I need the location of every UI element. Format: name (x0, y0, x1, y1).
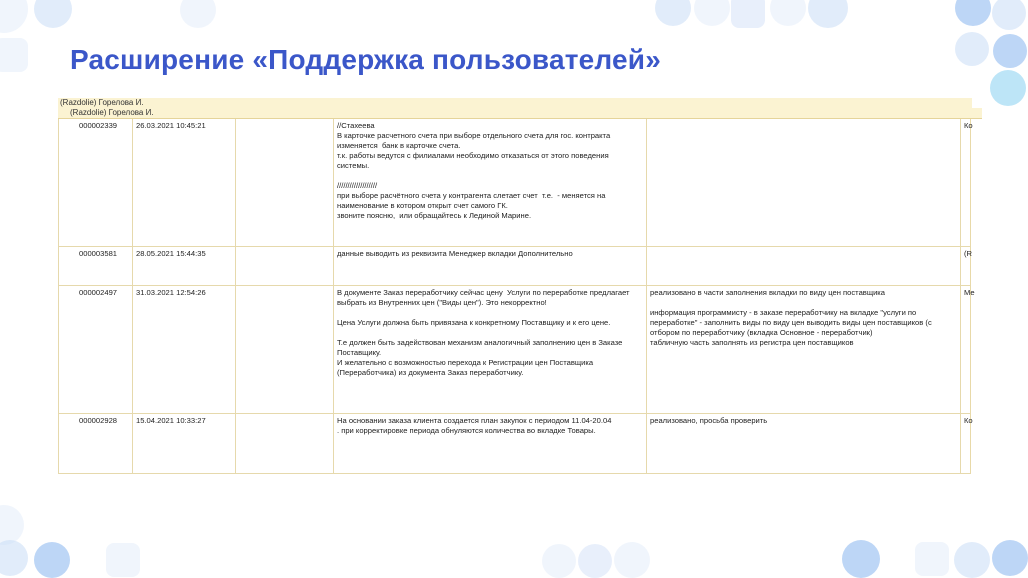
truncated-cell: (R (961, 246, 971, 285)
request-response (647, 246, 961, 285)
decor-circle (0, 540, 28, 576)
decor-circle (614, 542, 650, 578)
decor-circle (34, 542, 70, 578)
request-response: реализовано в части заполнения вкладки по виду цен поставщика информация программисту - в заказе переработчику на вкладке "услуги по переработке" - заполнить виды по виду цен выводить виды цен поставщиков (с отбором по переработчику (вкладка Основное - переработчик) табличную часть заполнять из регистра цен поставщиков (647, 285, 961, 413)
decor-circle (992, 0, 1026, 30)
request-number: 000002928 (59, 413, 133, 473)
decor-circle (655, 0, 691, 26)
decor-circle (542, 544, 576, 578)
request-date: 28.05.2021 15:44:35 (133, 246, 236, 285)
decor-circle (34, 0, 72, 28)
table-row[interactable] (59, 413, 971, 473)
truncated-cell: Ме (961, 285, 971, 413)
decor-circle (990, 70, 1026, 106)
request-number: 000002339 (59, 119, 133, 246)
group-header-level-2[interactable]: (Razdolie) Горелова И. (58, 108, 982, 119)
decor-circle (955, 0, 991, 26)
decor-circle (0, 505, 24, 545)
table-row[interactable] (59, 246, 971, 285)
truncated-cell: Ко (961, 119, 971, 246)
decor-circle (842, 540, 880, 578)
empty-cell (236, 285, 334, 413)
group-header-level-1[interactable]: (Razdolie) Горелова И. (58, 98, 972, 109)
decor-circle (954, 542, 990, 578)
decor-square (915, 542, 949, 576)
decor-square (0, 38, 28, 72)
request-description: В документе Заказ переработчику сейчас цену Услуги по переработке предлагает выбрать из Внутренних цен ("Виды цен"). Это некорректно! Цена Услуги должна быть привязана к конкретному Поставщику и к его цене. Т.е должен быть задействован механизм аналогичный заполнению цен в Заказе Поставщику. И желательно с возможностью перехода к Регистрации цен Поставщика (Переработчика) из документа Заказ переработчику. (334, 285, 647, 413)
table-row[interactable] (59, 285, 971, 413)
slide-title: Расширение «Поддержка пользователей» (70, 44, 661, 75)
request-description: На основании заказа клиента создается план закупок с периодом 11.04-20.04 . при корректировке периода обнуляются количества во вкладке Товары. (334, 413, 647, 473)
truncated-cell: Ко (961, 413, 971, 473)
request-number: 000003581 (59, 246, 133, 285)
decor-circle (955, 32, 989, 66)
decor-circle (808, 0, 848, 28)
decor-circle (992, 540, 1028, 576)
decor-circle (770, 0, 806, 26)
empty-cell (236, 413, 334, 473)
request-response (647, 119, 961, 246)
request-date: 31.03.2021 12:54:26 (133, 285, 236, 413)
request-number: 000002497 (59, 285, 133, 413)
decor-circle (0, 0, 28, 33)
request-date: 26.03.2021 10:45:21 (133, 119, 236, 246)
spreadsheet-screenshot (58, 98, 975, 474)
decor-circle (993, 34, 1027, 68)
request-response: реализовано, просьба проверить (647, 413, 961, 473)
decor-circle (578, 544, 612, 578)
decor-circle (694, 0, 730, 26)
empty-cell (236, 246, 334, 285)
request-description: данные выводить из реквизита Менеджер вкладки Дополнительно (334, 246, 647, 285)
request-date: 15.04.2021 10:33:27 (133, 413, 236, 473)
decor-square (731, 0, 765, 28)
table-row[interactable] (59, 119, 971, 246)
requests-table (58, 119, 975, 474)
decor-square (106, 543, 140, 577)
empty-cell (236, 119, 334, 246)
decor-circle (180, 0, 216, 28)
request-description: //Стахеева В карточке расчетного счета при выборе отдельного счета для гос. контракта изменяется банк в карточке счета. т.к. работы ведутся с филиалами необходимо отказаться от этого поведения системы. /////////////////// при выборе расчётного счета у контрагента слетает счет т.е. - меняется на наименование в котором открыт счет самого ГК. звоните поясню, или обращайтесь к Лединой Марине. (334, 119, 647, 246)
